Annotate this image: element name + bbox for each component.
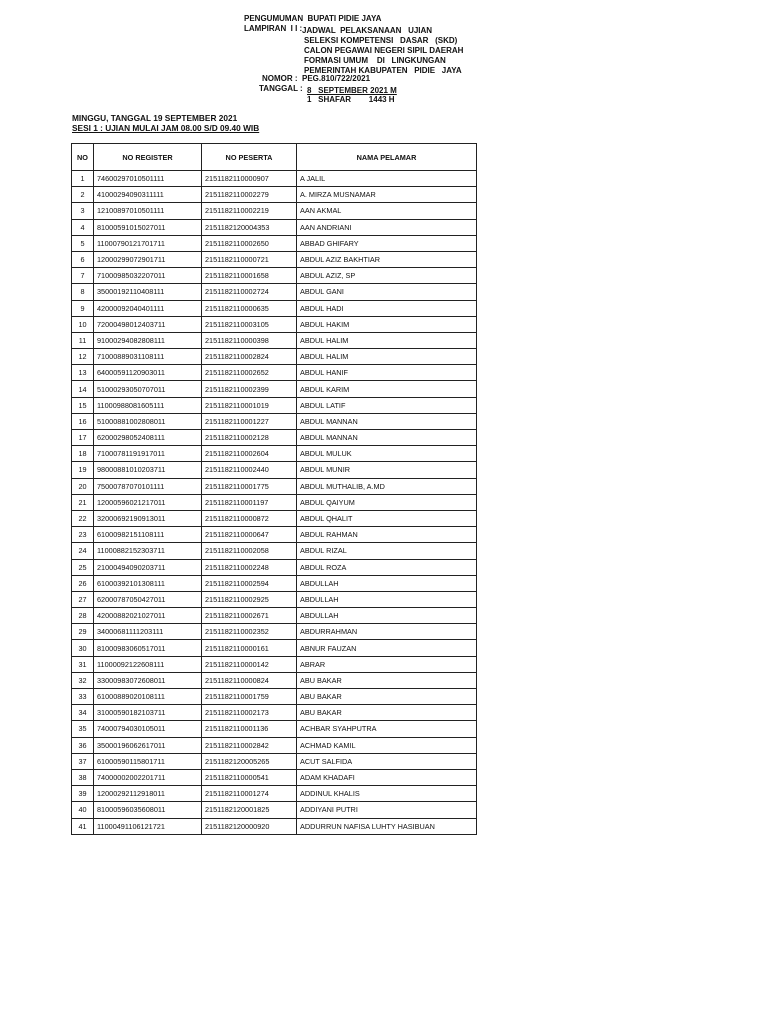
table-row: [72, 430, 477, 446]
cell-no: 2: [72, 187, 94, 203]
cell-nama: ABDUL KARIM: [297, 381, 477, 397]
table-row: [72, 624, 477, 640]
cell-no: 34: [72, 705, 94, 721]
table-row: [72, 300, 477, 316]
cell-no: 12: [72, 349, 94, 365]
lampiran-line: SELEKSI KOMPETENSI DASAR (SKD): [304, 36, 458, 45]
cell-no: 38: [72, 769, 94, 785]
cell-nama: ABDUL MULUK: [297, 446, 477, 462]
cell-register: 12000292112918011: [94, 786, 202, 802]
table-row: [72, 219, 477, 235]
table-row: [72, 672, 477, 688]
cell-register: 61000392101308111: [94, 575, 202, 591]
cell-register: 81000596035608011: [94, 802, 202, 818]
cell-no: 10: [72, 316, 94, 332]
lampiran-line: JADWAL PELAKSANAAN UJIAN: [302, 26, 433, 35]
cell-register: 12100897010501111: [94, 203, 202, 219]
cell-peserta: 2151182110000161: [202, 640, 297, 656]
cell-peserta: 2151182110000721: [202, 251, 297, 267]
cell-nama: ADAM KHADAFI: [297, 769, 477, 785]
cell-peserta: 2151182110001274: [202, 786, 297, 802]
table-row: [72, 543, 477, 559]
cell-register: 51000881002808011: [94, 413, 202, 429]
column-header-no: NO: [72, 144, 94, 171]
cell-nama: ABDUL HALIM: [297, 349, 477, 365]
cell-peserta: 2151182110001227: [202, 413, 297, 429]
cell-register: 33000983072608011: [94, 672, 202, 688]
cell-no: 31: [72, 656, 94, 672]
table-row: [72, 316, 477, 332]
cell-peserta: 2151182120001825: [202, 802, 297, 818]
cell-peserta: 2151182110002925: [202, 591, 297, 607]
cell-peserta: 2151182120005265: [202, 753, 297, 769]
table-row: [72, 721, 477, 737]
cell-peserta: 2151182110000872: [202, 510, 297, 526]
table-row: [72, 284, 477, 300]
cell-nama: ABDUL MUTHALIB, A.MD: [297, 478, 477, 494]
table-row: [72, 575, 477, 591]
cell-nama: A JALIL: [297, 171, 477, 187]
cell-peserta: 2151182110003105: [202, 316, 297, 332]
cell-no: 7: [72, 268, 94, 284]
cell-no: 26: [72, 575, 94, 591]
cell-peserta: 2151182110002352: [202, 624, 297, 640]
cell-peserta: 2151182110002842: [202, 737, 297, 753]
cell-nama: ABDUL HAKIM: [297, 316, 477, 332]
cell-peserta: 2151182110001775: [202, 478, 297, 494]
cell-nama: ABU BAKAR: [297, 705, 477, 721]
cell-register: 62000298052408111: [94, 430, 202, 446]
cell-register: 61000982151108111: [94, 527, 202, 543]
cell-nama: ABDUL AZIZ BAKHTIAR: [297, 251, 477, 267]
cell-register: 98000881010203711: [94, 462, 202, 478]
cell-peserta: 2151182110002128: [202, 430, 297, 446]
cell-nama: ABDUL LATIF: [297, 397, 477, 413]
cell-nama: ABDUL HADI: [297, 300, 477, 316]
cell-register: 41000294090311111: [94, 187, 202, 203]
cell-peserta: 2151182110002650: [202, 235, 297, 251]
cell-peserta: 2151182110001658: [202, 268, 297, 284]
cell-nama: ABU BAKAR: [297, 689, 477, 705]
table-row: [72, 559, 477, 575]
cell-peserta: 2151182110002219: [202, 203, 297, 219]
hijri-date: 1 SHAFAR 1443 H: [307, 95, 395, 104]
table-row: [72, 381, 477, 397]
column-header-register: NO REGISTER: [94, 144, 202, 171]
cell-register: 11000988081605111: [94, 397, 202, 413]
lampiran-line: CALON PEGAWAI NEGERI SIPIL DAERAH: [304, 46, 464, 55]
cell-nama: ADDIYANI PUTRI: [297, 802, 477, 818]
cell-nama: ABDUL GANI: [297, 284, 477, 300]
cell-no: 24: [72, 543, 94, 559]
cell-no: 15: [72, 397, 94, 413]
table-row: [72, 203, 477, 219]
cell-no: 41: [72, 818, 94, 834]
cell-register: 62000787050427011: [94, 591, 202, 607]
cell-peserta: 2151182110000907: [202, 171, 297, 187]
cell-nama: ADDINUL KHALIS: [297, 786, 477, 802]
cell-nama: ABDULLAH: [297, 575, 477, 591]
cell-nama: ABDUL RAHMAN: [297, 527, 477, 543]
table-row: [72, 171, 477, 187]
column-header-nama: NAMA PELAMAR: [297, 144, 477, 171]
cell-nama: ABDUL AZIZ, SP: [297, 268, 477, 284]
table-row: [72, 235, 477, 251]
cell-peserta: 2151182110001136: [202, 721, 297, 737]
cell-register: 42000092040401111: [94, 300, 202, 316]
lampiran-line: PEMERINTAH KABUPATEN PIDIE JAYA: [304, 66, 462, 75]
table-row: [72, 769, 477, 785]
table-row: [72, 656, 477, 672]
lampiran-label: LAMPIRAN I I :: [244, 24, 303, 33]
announcement-title: PENGUMUMAN BUPATI PIDIE JAYA: [244, 14, 382, 23]
cell-no: 9: [72, 300, 94, 316]
table-header-row: [72, 144, 477, 171]
lampiran-line: FORMASI UMUM DI LINGKUNGAN: [304, 56, 446, 65]
cell-no: 4: [72, 219, 94, 235]
cell-register: 75000787070101111: [94, 478, 202, 494]
cell-peserta: 2151182120000920: [202, 818, 297, 834]
cell-nama: ABDURRAHMAN: [297, 624, 477, 640]
table-row: [72, 446, 477, 462]
nomor-label: NOMOR :: [262, 74, 298, 83]
table-row: [72, 786, 477, 802]
cell-nama: ABBAD GHIFARY: [297, 235, 477, 251]
column-header-peserta: NO PESERTA: [202, 144, 297, 171]
table-row: [72, 413, 477, 429]
cell-peserta: 2151182110002604: [202, 446, 297, 462]
cell-no: 29: [72, 624, 94, 640]
cell-no: 27: [72, 591, 94, 607]
cell-peserta: 2151182110002594: [202, 575, 297, 591]
cell-register: 71000889031108111: [94, 349, 202, 365]
cell-nama: ACHMAD KAMIL: [297, 737, 477, 753]
cell-no: 39: [72, 786, 94, 802]
cell-nama: ABDUL MANNAN: [297, 413, 477, 429]
cell-register: 42000882021027011: [94, 608, 202, 624]
cell-peserta: 2151182110002440: [202, 462, 297, 478]
cell-register: 81000983060517011: [94, 640, 202, 656]
cell-nama: ACHBAR SYAHPUTRA: [297, 721, 477, 737]
cell-register: 11000790121701711: [94, 235, 202, 251]
cell-nama: ABDULLAH: [297, 591, 477, 607]
table-row: [72, 802, 477, 818]
table-row: [72, 268, 477, 284]
cell-peserta: 2151182110000635: [202, 300, 297, 316]
table-row: [72, 349, 477, 365]
cell-peserta: 2151182110000541: [202, 769, 297, 785]
table-row: [72, 608, 477, 624]
tanggal-label: TANGGAL :: [259, 84, 303, 93]
cell-peserta: 2151182110002652: [202, 365, 297, 381]
cell-register: 71000781191917011: [94, 446, 202, 462]
cell-peserta: 2151182110000647: [202, 527, 297, 543]
cell-nama: ABDUL HALIM: [297, 332, 477, 348]
cell-register: 34000681111203111: [94, 624, 202, 640]
tanggal-value: 8 SEPTEMBER 2021 M: [307, 86, 397, 95]
cell-register: 12000596021217011: [94, 494, 202, 510]
cell-no: 23: [72, 527, 94, 543]
table-row: [72, 397, 477, 413]
cell-peserta: 2151182110002173: [202, 705, 297, 721]
cell-nama: ABDULLAH: [297, 608, 477, 624]
cell-no: 13: [72, 365, 94, 381]
cell-peserta: 2151182110002724: [202, 284, 297, 300]
cell-nama: ABDUL ROZA: [297, 559, 477, 575]
cell-no: 11: [72, 332, 94, 348]
table-row: [72, 591, 477, 607]
cell-register: 11000882152303711: [94, 543, 202, 559]
cell-nama: ABDUL MUNIR: [297, 462, 477, 478]
cell-no: 22: [72, 510, 94, 526]
table-body: [72, 171, 477, 835]
cell-nama: A. MIRZA MUSNAMAR: [297, 187, 477, 203]
table-row: [72, 332, 477, 348]
cell-no: 5: [72, 235, 94, 251]
cell-register: 35000196062617011: [94, 737, 202, 753]
cell-peserta: 2151182110001019: [202, 397, 297, 413]
cell-no: 30: [72, 640, 94, 656]
cell-nama: ABRAR: [297, 656, 477, 672]
table-row: [72, 689, 477, 705]
cell-no: 6: [72, 251, 94, 267]
cell-no: 40: [72, 802, 94, 818]
cell-register: 11000092122608111: [94, 656, 202, 672]
cell-peserta: 2151182110002058: [202, 543, 297, 559]
cell-register: 11000491106121721: [94, 818, 202, 834]
table-row: [72, 365, 477, 381]
cell-register: 61000590115801711: [94, 753, 202, 769]
cell-no: 32: [72, 672, 94, 688]
cell-peserta: 2151182110002671: [202, 608, 297, 624]
cell-nama: ABDUL RIZAL: [297, 543, 477, 559]
cell-peserta: 2151182110000142: [202, 656, 297, 672]
cell-no: 28: [72, 608, 94, 624]
cell-peserta: 2151182110000824: [202, 672, 297, 688]
cell-peserta: 2151182110002824: [202, 349, 297, 365]
cell-peserta: 2151182110002279: [202, 187, 297, 203]
cell-no: 17: [72, 430, 94, 446]
cell-peserta: 2151182110002248: [202, 559, 297, 575]
nomor-value: PEG.810/722/2021: [302, 74, 371, 83]
cell-no: 3: [72, 203, 94, 219]
cell-register: 74000794030105011: [94, 721, 202, 737]
cell-peserta: 2151182110002399: [202, 381, 297, 397]
cell-nama: ABU BAKAR: [297, 672, 477, 688]
cell-no: 21: [72, 494, 94, 510]
table-row: [72, 527, 477, 543]
session-date: MINGGU, TANGGAL 19 SEPTEMBER 2021: [72, 113, 238, 123]
cell-nama: ABDUL QAIYUM: [297, 494, 477, 510]
cell-register: 71000985032207011: [94, 268, 202, 284]
cell-nama: ABDUL MANNAN: [297, 430, 477, 446]
cell-no: 1: [72, 171, 94, 187]
cell-no: 19: [72, 462, 94, 478]
cell-no: 14: [72, 381, 94, 397]
cell-no: 16: [72, 413, 94, 429]
cell-no: 20: [72, 478, 94, 494]
table-row: [72, 640, 477, 656]
cell-no: 36: [72, 737, 94, 753]
cell-register: 64000591120903011: [94, 365, 202, 381]
cell-peserta: 2151182110001759: [202, 689, 297, 705]
cell-register: 91000294082808111: [94, 332, 202, 348]
cell-no: 25: [72, 559, 94, 575]
cell-register: 72000498012403711: [94, 316, 202, 332]
cell-nama: AAN AKMAL: [297, 203, 477, 219]
cell-register: 74000002002201711: [94, 769, 202, 785]
cell-register: 31000590182103711: [94, 705, 202, 721]
cell-nama: ABDUL QHALIT: [297, 510, 477, 526]
cell-peserta: 2151182110001197: [202, 494, 297, 510]
cell-register: 51000293050707011: [94, 381, 202, 397]
cell-nama: ACUT SALFIDA: [297, 753, 477, 769]
cell-no: 18: [72, 446, 94, 462]
cell-register: 81000591015027011: [94, 219, 202, 235]
cell-register: 12000299072901711: [94, 251, 202, 267]
table-row: [72, 478, 477, 494]
session-time: SESI 1 : UJIAN MULAI JAM 08.00 S/D 09.40 WIB: [72, 123, 260, 133]
cell-nama: AAN ANDRIANI: [297, 219, 477, 235]
cell-no: 8: [72, 284, 94, 300]
cell-no: 37: [72, 753, 94, 769]
table-row: [72, 187, 477, 203]
table-row: [72, 462, 477, 478]
table-row: [72, 705, 477, 721]
cell-register: 21000494090203711: [94, 559, 202, 575]
table-row: [72, 494, 477, 510]
table-row: [72, 251, 477, 267]
table-row: [72, 818, 477, 834]
cell-nama: ABDUL HANIF: [297, 365, 477, 381]
cell-no: 33: [72, 689, 94, 705]
cell-no: 35: [72, 721, 94, 737]
table-row: [72, 737, 477, 753]
cell-register: 74600297010501111: [94, 171, 202, 187]
cell-nama: ADDURRUN NAFISA LUHTY HASIBUAN: [297, 818, 477, 834]
cell-peserta: 2151182120004353: [202, 219, 297, 235]
participant-table: [71, 143, 477, 835]
table-row: [72, 753, 477, 769]
table-row: [72, 510, 477, 526]
cell-peserta: 2151182110000398: [202, 332, 297, 348]
cell-register: 35000192110408111: [94, 284, 202, 300]
cell-nama: ABNUR FAUZAN: [297, 640, 477, 656]
cell-register: 32000692190913011: [94, 510, 202, 526]
cell-register: 61000889020108111: [94, 689, 202, 705]
